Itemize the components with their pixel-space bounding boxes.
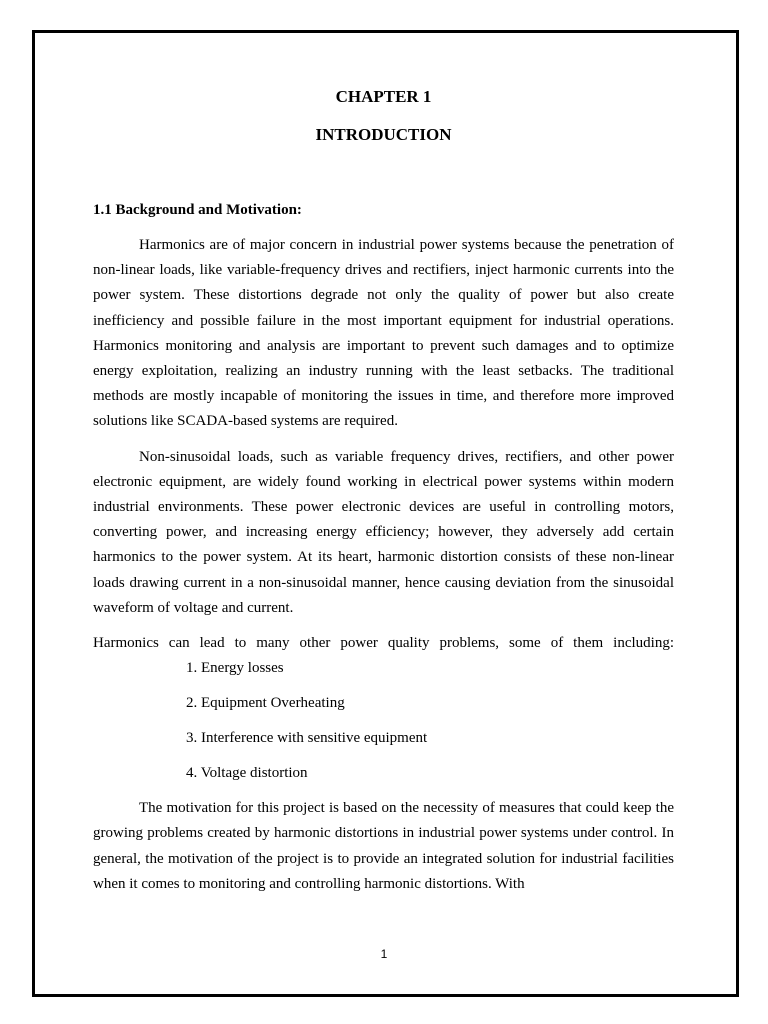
section-heading: 1.1 Background and Motivation: xyxy=(93,202,302,218)
list-item: 4. Voltage distortion xyxy=(186,765,308,782)
harmonics-problem-list xyxy=(93,656,674,786)
list-item: 2. Equipment Overheating xyxy=(186,695,345,712)
list-item: 1. Energy losses xyxy=(186,660,284,677)
list-intro: Harmonics can lead to many other power quality problems, some of them including: xyxy=(93,635,674,652)
list-item: 3. Interference with sensitive equipment xyxy=(186,730,428,747)
chapter-title: INTRODUCTION xyxy=(315,125,452,144)
page-number: 1 xyxy=(380,947,388,961)
paragraph: The motivation for this project is based on the necessity of measures that could keep the growing problems created by harmonic distortions in industrial power systems under control. In general, the motivation of the project is to provide an integrated solution for industrial facilities when it comes to monitoring and controlling harmonic distortions. With xyxy=(93,800,674,892)
paragraph: Non-sinusoidal loads, such as variable frequency drives, rectifiers, and other power electronic equipment, are widely found working in electrical power systems within modern industrial environments. These power electronic devices are useful in controlling motors, converting power, and increasing energy efficiency; however, they adversely add certain harmonics to the power system. At its heart, harmonic distortion consists of these non-linear loads drawing current in a non-sinusoidal manner, hence causing deviation from the sinusoidal waveform of voltage and current. xyxy=(93,448,674,616)
document-body xyxy=(93,86,674,897)
chapter-number: CHAPTER 1 xyxy=(335,87,432,106)
paragraph: Harmonics are of major concern in industrial power systems because the penetration of non-linear loads, like variable-frequency drives and rectifiers, inject harmonic currents into the power system. These distortions degrade not only the quality of power but also create inefficiency and possible failure in the most important equipment for industrial operations. Harmonics monitoring and analysis are important to prevent such damages and to optimize energy exploitation, realizing an industry running with the least setbacks. The traditional methods are mostly incapable of monitoring the issues in time, and therefore more improved solutions like SCADA-based systems are required. xyxy=(93,237,674,430)
